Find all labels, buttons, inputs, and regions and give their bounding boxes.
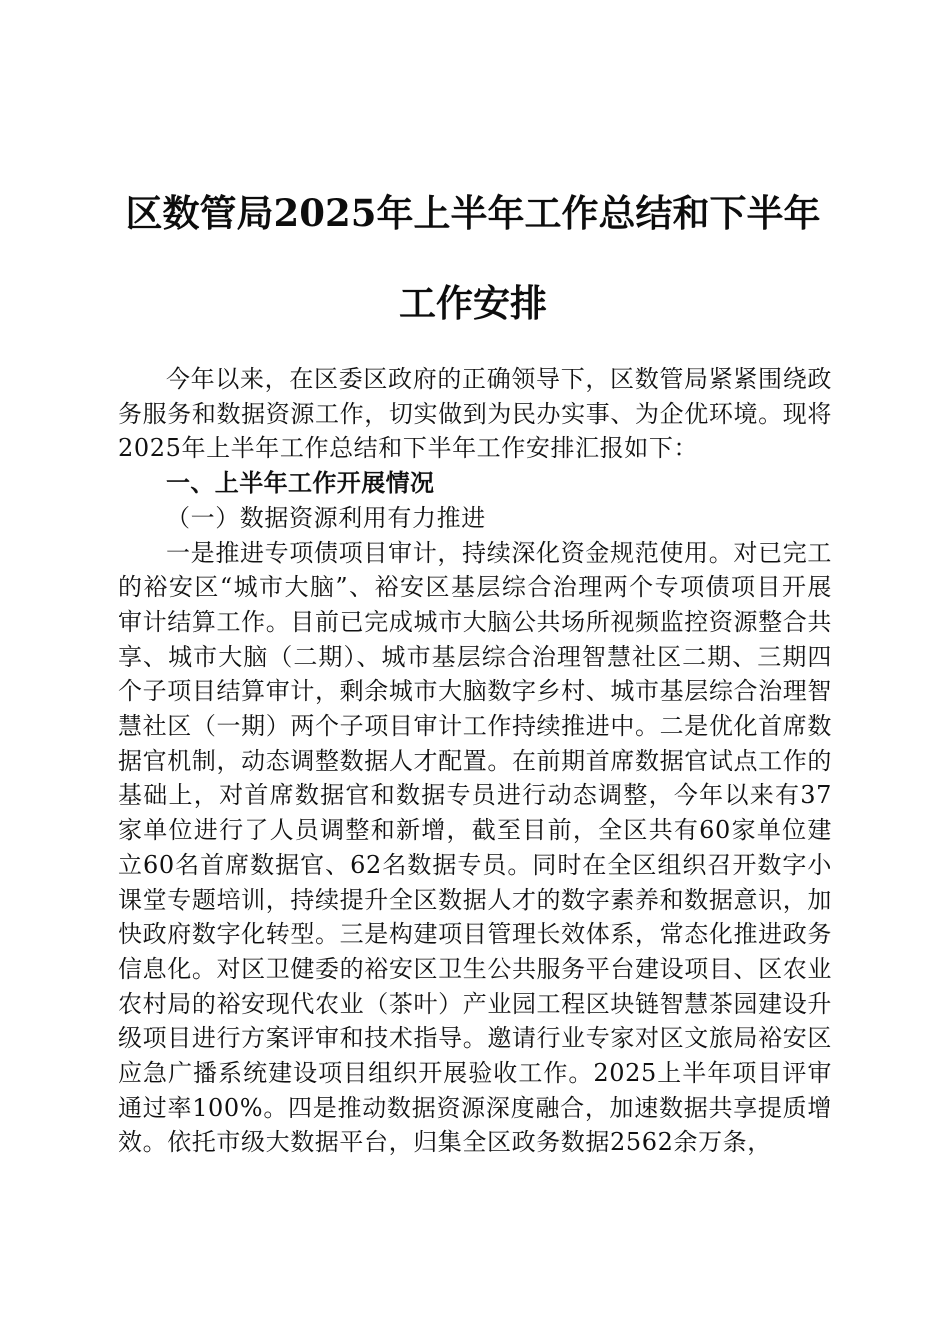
intro-paragraph: 今年以来，在区委区政府的正确领导下，区数管局紧紧围绕政务服务和数据资源工作，切实做到为民办实事、为企优环境。现将2025年上半年工作总结和下半年工作安排汇报如下： xyxy=(118,365,832,463)
document-body xyxy=(118,362,832,1160)
subsection-heading: （一）数据资源利用有力推进 xyxy=(166,503,486,532)
document-title: 区数管局2025年上半年工作总结和下半年工作安排 xyxy=(125,191,821,325)
body-paragraph: 一是推进专项债项目审计，持续深化资金规范使用。对已完工的裕安区“城市大脑”、裕安区基层综合治理两个专项债项目开展审计结算工作。目前已完成城市大脑公共场所视频监控资源整合共享、城市大脑（二期）、城市基层综合治理智慧社区二期、三期四个子项目结算审计，剩余城市大脑数字乡村、城市基层综合治理智慧社区（一期）两个子项目审计工作持续推进中。二是优化首席数据官机制，动态调整数据人才配置。在前期首席数据官试点工作的基础上，对首席数据官和数据专员进行动态调整，今年以来有37家单位进行了人员调整和新增，截至目前，全区共有60家单位建立60名首席数据官、62名数据专员。同时在全区组织召开数字小课堂专题培训，持续提升全区数据人才的数字素养和数据意识，加快政府数字化转型。三是构建项目管理长效体系，常态化推进政务信息化。对区卫健委的裕安区卫生公共服务平台建设项目、区农业农村局的裕安现代农业（茶叶）产业园工程区块链智慧茶园建设升级项目进行方案评审和技术指导。邀请行业专家对区文旅局裕安区应急广播系统建设项目组织开展验收工作。2025上半年项目评审通过率100%。四是推动数据资源深度融合，加速数据共享提质增效。依托市级大数据平台，归集全区政务数据2562余万条， xyxy=(118,538,832,1157)
section-heading: 一、上半年工作开展情况 xyxy=(166,469,435,498)
